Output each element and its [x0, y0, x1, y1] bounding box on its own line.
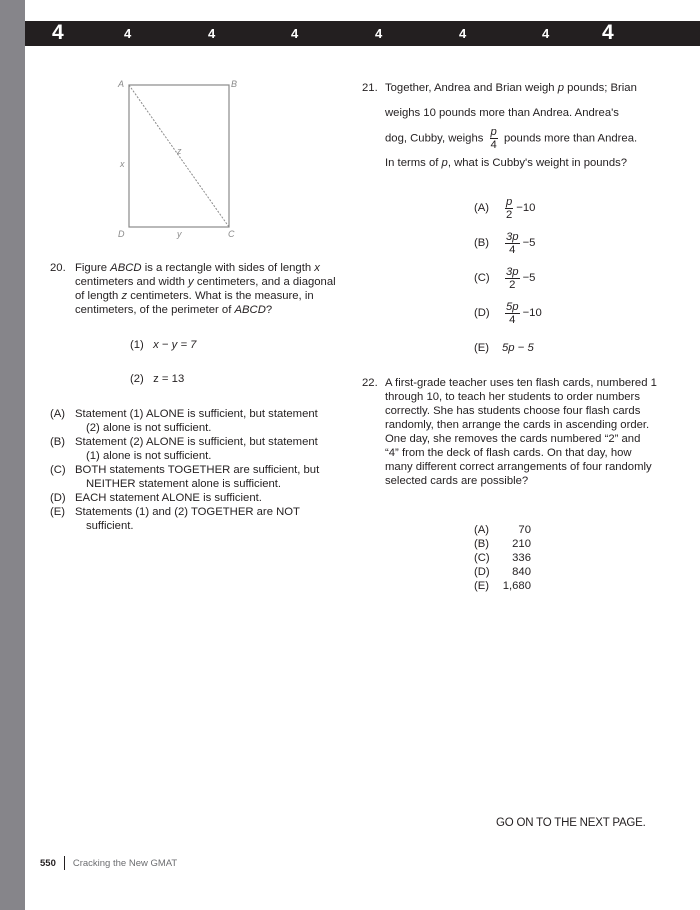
section-number: 4: [52, 21, 64, 44]
question-stem: Together, Andrea and Brian weigh p pounds; Brian weighs 10 pounds more than Andrea. Andrea's dog, Cubby, weighs $\frac{p}{4}$ pounds more than Andrea. In terms of p, what is Cubby's weight in pounds?: [385, 82, 638, 170]
answer-choice-c[interactable]: (C) 336: [474, 552, 531, 564]
answer-choice-a[interactable]: (A) 70: [474, 524, 531, 536]
answer-choice-c[interactable]: (C) $\frac{3p}{2}$ −5: [474, 265, 536, 291]
answer-choice-a[interactable]: (A) $\frac{p}{2}$ −10: [474, 195, 536, 221]
vertex-label-b: B: [231, 79, 238, 89]
answer-choice-c[interactable]: (C) BOTH statements TOGETHER are sufficient, but NEITHER statement alone is sufficient.: [50, 464, 320, 490]
question-20: [50, 261, 345, 317]
diagonal-label-z: z: [177, 146, 182, 156]
book-title: Cracking the New GMAT: [72, 857, 178, 869]
section-number: 4: [542, 26, 550, 41]
next-page-notice: GO ON TO THE NEXT PAGE.: [496, 817, 646, 829]
answer-choice-b[interactable]: (B) Statement (2) ALONE is sufficient, but statement (1) alone is not sufficient.: [50, 436, 318, 462]
question-number: 21.: [362, 82, 378, 94]
question-number: 22.: [362, 377, 378, 389]
section-number: 4: [459, 26, 467, 41]
answer-choice-d[interactable]: (D) EACH statement ALONE is sufficient.: [50, 492, 262, 504]
q22-answer-choices: [474, 523, 531, 593]
statement-2: (2) z = 13: [130, 373, 185, 385]
page-footer: [40, 856, 177, 870]
side-label-y: y: [177, 229, 182, 239]
side-label-x: x: [120, 159, 125, 169]
section-number: 4: [375, 26, 383, 41]
side-strip: [0, 0, 25, 910]
page-number: 550: [40, 857, 56, 869]
answer-choice-b[interactable]: (B) 210: [474, 538, 531, 550]
answer-choice-b[interactable]: (B) $\frac{3p}{4}$ −5: [474, 230, 536, 256]
question-21: [362, 76, 662, 176]
section-number: 4: [602, 21, 614, 44]
statement-1: (1) x − y = 7: [130, 339, 197, 351]
fraction: $\frac{p}{4}$: [490, 126, 497, 151]
section-number: 4: [208, 26, 216, 41]
question-22: [362, 376, 657, 488]
vertex-label-c: C: [228, 229, 235, 239]
footer-divider: [64, 856, 65, 870]
answer-choice-e[interactable]: (E) 5p − 5: [474, 342, 534, 354]
question-number: 20.: [50, 262, 66, 274]
vertex-label-a: A: [118, 79, 125, 89]
vertex-label-d: D: [118, 229, 125, 239]
section-number: 4: [291, 26, 299, 41]
answer-choice-e[interactable]: (E) 1,680: [474, 580, 531, 592]
question-stem: A first-grade teacher uses ten flash cards, numbered 1 through 10, to teach her students to order numbers correctly. She has students choose four flash cards randomly, then arrange the cards in ascending order. One day, she removes the cards numbered “2” and “4” from the deck of flash cards. On that day, how many different correct arrangements of four randomly selected cards are possible?: [385, 377, 657, 487]
answer-choice-d[interactable]: (D) 840: [474, 566, 531, 578]
section-number: 4: [124, 26, 132, 41]
answer-choice-d[interactable]: (D) $\frac{5p}{4}$ −10: [474, 300, 542, 326]
rectangle-figure: [110, 75, 250, 245]
answer-choice-e[interactable]: (E) Statements (1) and (2) TOGETHER are NOT sufficient.: [50, 506, 300, 532]
q20-answer-choices: [50, 407, 345, 533]
rectangle-abcd-diagram: [110, 75, 250, 245]
answer-choice-a[interactable]: (A) Statement (1) ALONE is sufficient, but statement (2) alone is not sufficient.: [50, 408, 318, 434]
question-stem: Figure ABCD is a rectangle with sides of length x centimeters and width y centimeters, and a diagonal of length z centimeters. What is the measure, in centimeters, of the perimeter of ABCD?: [75, 262, 336, 316]
section-header-bar: [25, 21, 700, 46]
